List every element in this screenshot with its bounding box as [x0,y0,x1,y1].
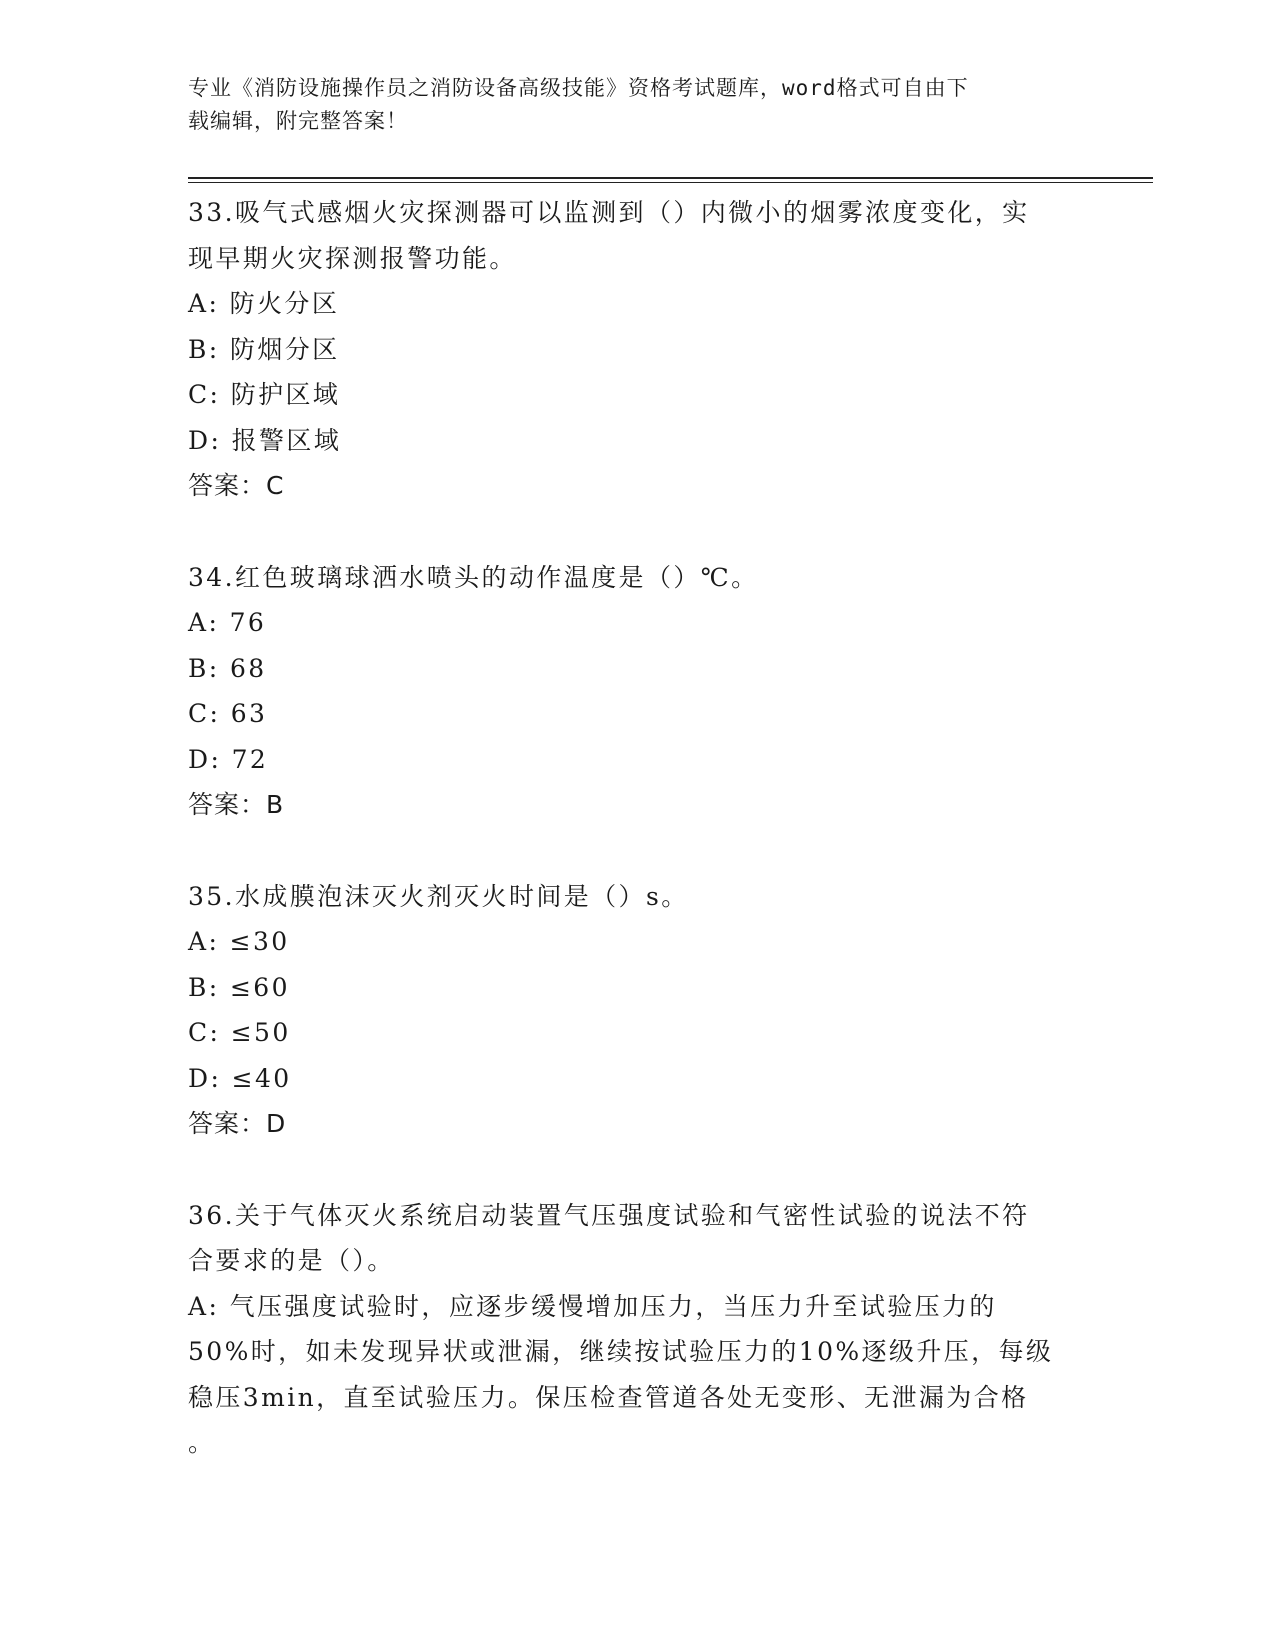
option-d: D: 72 [188,744,269,774]
question-list [188,190,1073,1466]
question-block [188,1193,1073,1466]
question-stem: 33.吸气式感烟火灾探测器可以监测到（）内微小的烟雾浓度变化，实 [188,198,1030,227]
question-stem: 35.水成膜泡沫灭火剂灭火时间是（）s。 [188,881,689,911]
answer-line: 答案：B [188,790,285,819]
answer-line: 答案：D [188,1109,287,1138]
option-b: B: ≤60 [188,972,290,1002]
answer-line: 答案：C [188,471,285,500]
option-d: D: ≤40 [188,1063,292,1093]
header-line-2: 载编辑，附完整答案！ [188,109,408,133]
option-c: C: 防护区域 [188,380,341,409]
question-spacer [188,509,1073,555]
option-a-continued: 50%时，如未发现异状或泄漏，继续按试验压力的10%逐级升压，每级 [188,1337,1054,1366]
question-stem: 36.关于气体灭火系统启动装置气压强度试验和气密性试验的说法不符 [188,1200,1030,1230]
header-divider-thick [188,177,1153,179]
question-spacer [188,1147,1073,1193]
question-block [188,190,1073,509]
question-block [188,555,1073,828]
header-divider-thin [188,182,1153,183]
question-block [188,874,1073,1147]
option-d: D: 报警区域 [188,425,342,455]
option-c: C: 63 [188,699,268,728]
option-a: A: 防火分区 [188,289,340,318]
question-spacer [188,828,1073,874]
option-c: C: ≤50 [188,1018,291,1047]
option-a-continued: 稳压3min，直至试验压力。保压检查管道各处无变形、无泄漏为合格 [188,1382,1029,1412]
document-header [188,72,1068,138]
question-stem: 合要求的是（）。 [188,1246,395,1275]
question-stem: 34.红色玻璃球洒水喷头的动作温度是（）℃。 [188,562,759,592]
question-stem: 现早期火灾探测报警功能。 [188,243,517,273]
option-b: B: 68 [188,653,267,683]
option-b: B: 防烟分区 [188,334,340,364]
option-a-continued: 。 [188,1428,216,1457]
option-a: A: 气压强度试验时，应逐步缓慢增加压力，当压力升至试验压力的 [188,1291,997,1321]
option-a: A: 76 [188,608,267,637]
header-line-1: 专业《消防设施操作员之消防设备高级技能》资格考试题库，word格式可自由下 [188,76,969,100]
option-a: A: ≤30 [188,927,290,956]
